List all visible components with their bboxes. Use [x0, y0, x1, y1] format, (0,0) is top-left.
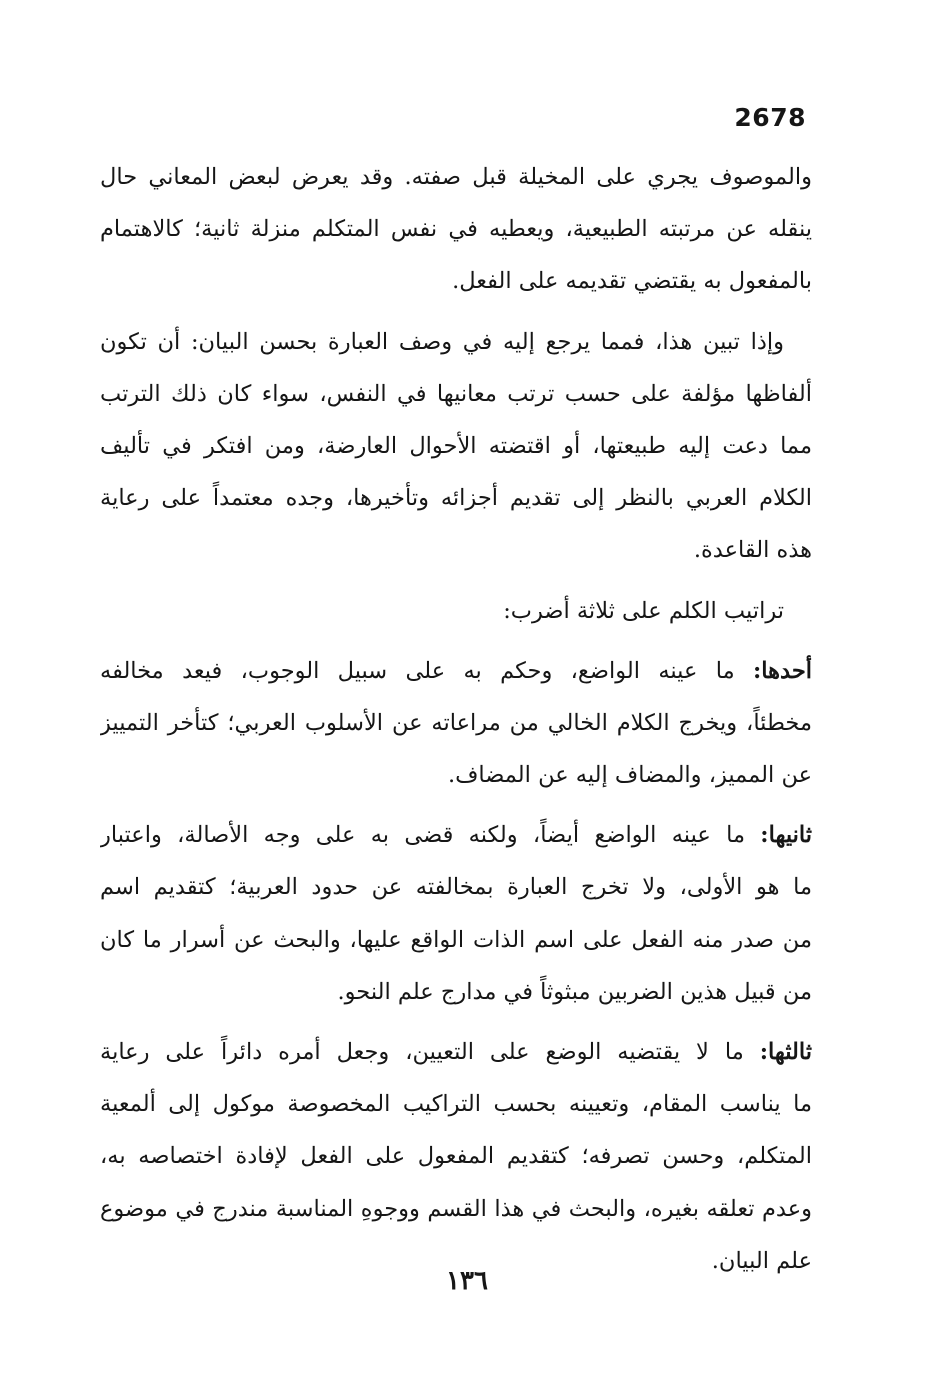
text-line: هذه القاعدة.	[693, 537, 812, 564]
text-line: والموصوف يجري على المخيلة قبل صفته. وقد يعرض لبعض المعاني حال	[100, 164, 812, 190]
text-line: عن المميز، والمضاف إليه عن المضاف.	[447, 762, 812, 789]
top-page-number: 2678	[734, 103, 806, 132]
page-number: ١٣٦	[446, 1266, 488, 1296]
text-line: ينقله عن مرتبته الطبيعية، ويعطيه في نفس المتكلم منزلة ثانية؛ كالاهتمام	[100, 216, 812, 243]
paragraph-5	[100, 809, 812, 1018]
page-body	[100, 151, 812, 1287]
paragraph-3	[100, 585, 812, 637]
text-line: المتكلم، وحسن تصرفه؛ كتقديم المفعول على الفعل لإفادة اختصاصه به،	[100, 1143, 812, 1170]
text-line: ما يناسب المقام، وتعيينه بحسب التراكيب المخصوصة موكول إلى ألمعية	[100, 1091, 812, 1118]
text-line: علم البيان.	[711, 1247, 812, 1274]
text-line: مخطئاً، ويخرج الكلام الخالي من مراعاته عن الأسلوب العربي؛ كتأخر التمييز	[100, 709, 812, 736]
text-segment: ما لا يقتضيه الوضع على التعيين، وجعل أمره دائراً على رعاية	[100, 1039, 760, 1065]
text-line	[100, 645, 812, 697]
text-line: وعدم تعلقه بغيره، والبحث في هذا القسم ووجوهِ المناسبة مندرج في موضوع	[100, 1195, 812, 1222]
paragraph-lead: ثالثها:	[759, 1039, 812, 1065]
text-segment: ما عينه الواضع أيضاً، ولكنه قضى به على وجه الأصالة، واعتبار	[100, 822, 761, 849]
paragraph-1	[100, 151, 812, 308]
text-line: مما دعت إليه طبيعتها، أو اقتضته الأحوال العارضة، ومن افتكر في تأليف	[100, 432, 812, 459]
text-line: من قبيل هذين الضربين مبثوثاً في مدارج علم النحو.	[337, 978, 812, 1005]
text-line: الكلام العربي بالنظر إلى تقديم أجزائه وتأخيرها، وجده معتمداً على رعاية	[100, 485, 812, 512]
paragraph-lead: أحدها:	[753, 657, 812, 684]
paragraph-lead: ثانيها:	[760, 822, 812, 849]
text-line: تراتيب الكلم على ثلاثة أضرب:	[503, 597, 784, 624]
text-line: ما هو الأولى، ولا تخرج العبارة بمخالفته عن حدود العربية؛ كتقديم اسم	[100, 874, 812, 901]
paragraph-6	[100, 1026, 812, 1287]
text-line: بالمفعول به يقتضي تقديمه على الفعل.	[452, 268, 812, 295]
text-line: وإذا تبين هذا، فمما يرجع إليه في وصف العبارة بحسن البيان: أن تكون	[100, 328, 784, 355]
text-line	[100, 1026, 812, 1078]
paragraph-4	[100, 645, 812, 802]
text-line	[100, 809, 812, 861]
text-line: من صدر منه الفعل على اسم الذات الواقع عليها، والبحث عن أسرار ما كان	[100, 926, 812, 953]
text-segment: ما عينه الواضع، وحكم به على سبيل الوجوب، فيعد مخالفه	[100, 657, 753, 684]
text-line: ألفاظها مؤلفة على حسب ترتب معانيها في النفس، سواء كان ذلك الترتب	[100, 380, 812, 407]
paragraph-2	[100, 316, 812, 577]
